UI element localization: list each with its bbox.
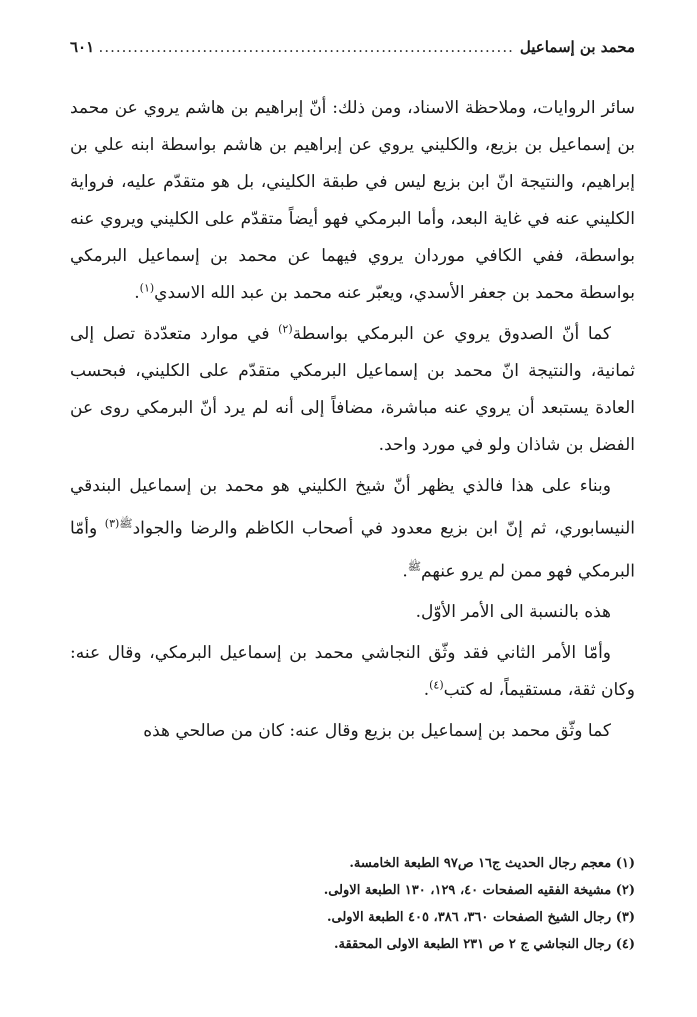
paragraph-text: كما أنّ الصدوق يروي عن البرمكي بواسطة xyxy=(292,324,611,344)
paragraph-text: وأمّا البرمكي فهو ممن لم يرو عنهم xyxy=(70,518,635,582)
paragraph-text: . xyxy=(134,283,140,303)
paragraph-text: . xyxy=(423,680,430,701)
main-text xyxy=(70,90,635,750)
footnote-reference: (٢) xyxy=(278,322,293,336)
paragraph xyxy=(70,468,635,590)
honorific-mark: ﷺ xyxy=(407,559,422,573)
paragraph xyxy=(70,316,635,464)
leader-dots xyxy=(100,38,514,56)
paragraph-text: هذه بالنسبة الى الأمر الأوّل. xyxy=(415,602,611,623)
footnote-item: (٤) رجال النجاشي ج ٢ ص ٢٣١ الطبعة الاولى المحققة. xyxy=(333,937,635,952)
book-page xyxy=(70,38,635,998)
paragraph-text: كما وثّق محمد بن إسماعيل بن بزيع وقال عنه: كان من صالحي هذه xyxy=(143,721,611,742)
footnote-item: (٣) رجال الشيخ الصفحات ٣٦٠، ٣٨٦، ٤٠٥ الطبعة الاولى. xyxy=(326,910,635,925)
paragraph xyxy=(70,635,635,709)
footnote-reference: (١) xyxy=(139,281,155,295)
footnote-item: (٢) مشيخة الفقيه الصفحات ٤٠، ١٢٩، ١٣٠ الطبعة الاولى. xyxy=(323,883,635,898)
paragraph xyxy=(70,594,635,631)
paragraph-text: . xyxy=(402,561,408,582)
running-header xyxy=(70,38,635,78)
paragraph-text: وبناء على هذا فالذي يظهر أنّ شيخ الكليني هو محمد بن إسماعيل البندقي النيسابوري، ثم إنّ ابن بزيع معدود في أصحاب الكاظم والرضا والجواد xyxy=(70,476,635,539)
running-title: محمد بن إسماعيل xyxy=(519,38,635,56)
paragraph-text: في موارد متعدّدة تصل إلى ثمانية، والنتيجة انّ محمد بن إسماعيل البرمكي متقدّم على الكليني، فبحسب العادة يستبعد أن يروي عنه مباشرة، مضافاً إلى أنه لم يرد أنّ البرمكي روى عن الفضل بن شاذان ولو في مورد واحد. xyxy=(70,324,635,455)
footnote-item: (١) معجم رجال الحديث ج١٦ ص٩٧ الطبعة الخامسة. xyxy=(349,856,635,871)
footnote-reference: (٤) xyxy=(429,678,444,692)
footnote-reference: (٣) xyxy=(104,517,120,530)
paragraph xyxy=(70,713,635,750)
page-number: ٦٠١ xyxy=(70,38,95,56)
paragraph-text: وأمّا الأمر الثاني فقد وثّق النجاشي محمد بن إسماعيل البرمكي، وقال عنه: وكان ثقة، مستقيماً، له كتب xyxy=(70,643,635,701)
paragraph-text: سائر الروايات، وملاحظة الاسناد، ومن ذلك: أنّ إبراهيم بن هاشم يروي عن محمد بن إسماعيل بن بزيع، والكليني يروي عن إبراهيم بن هاشم بواسطة ابنه علي بن إبراهيم، والنتيجة انّ ابن بزيع ليس في طبقة الكليني، بل هو متقدّم عليه، فرواية الكليني عنه في غاية البعد، وأما البرمكي فهو أيضاً متقدّم على الكليني ويروي عنه بواسطة، ففي الكافي موردان يروي فيهما عن محمد بن إسماعيل البرمكي بواسطة محمد بن جعفر الأسدي، ويعبّر عنه محمد بن عبد الله الاسدي xyxy=(70,98,635,303)
footnotes xyxy=(70,850,635,958)
paragraph xyxy=(70,90,635,312)
honorific-mark: ﷺ xyxy=(119,517,133,530)
